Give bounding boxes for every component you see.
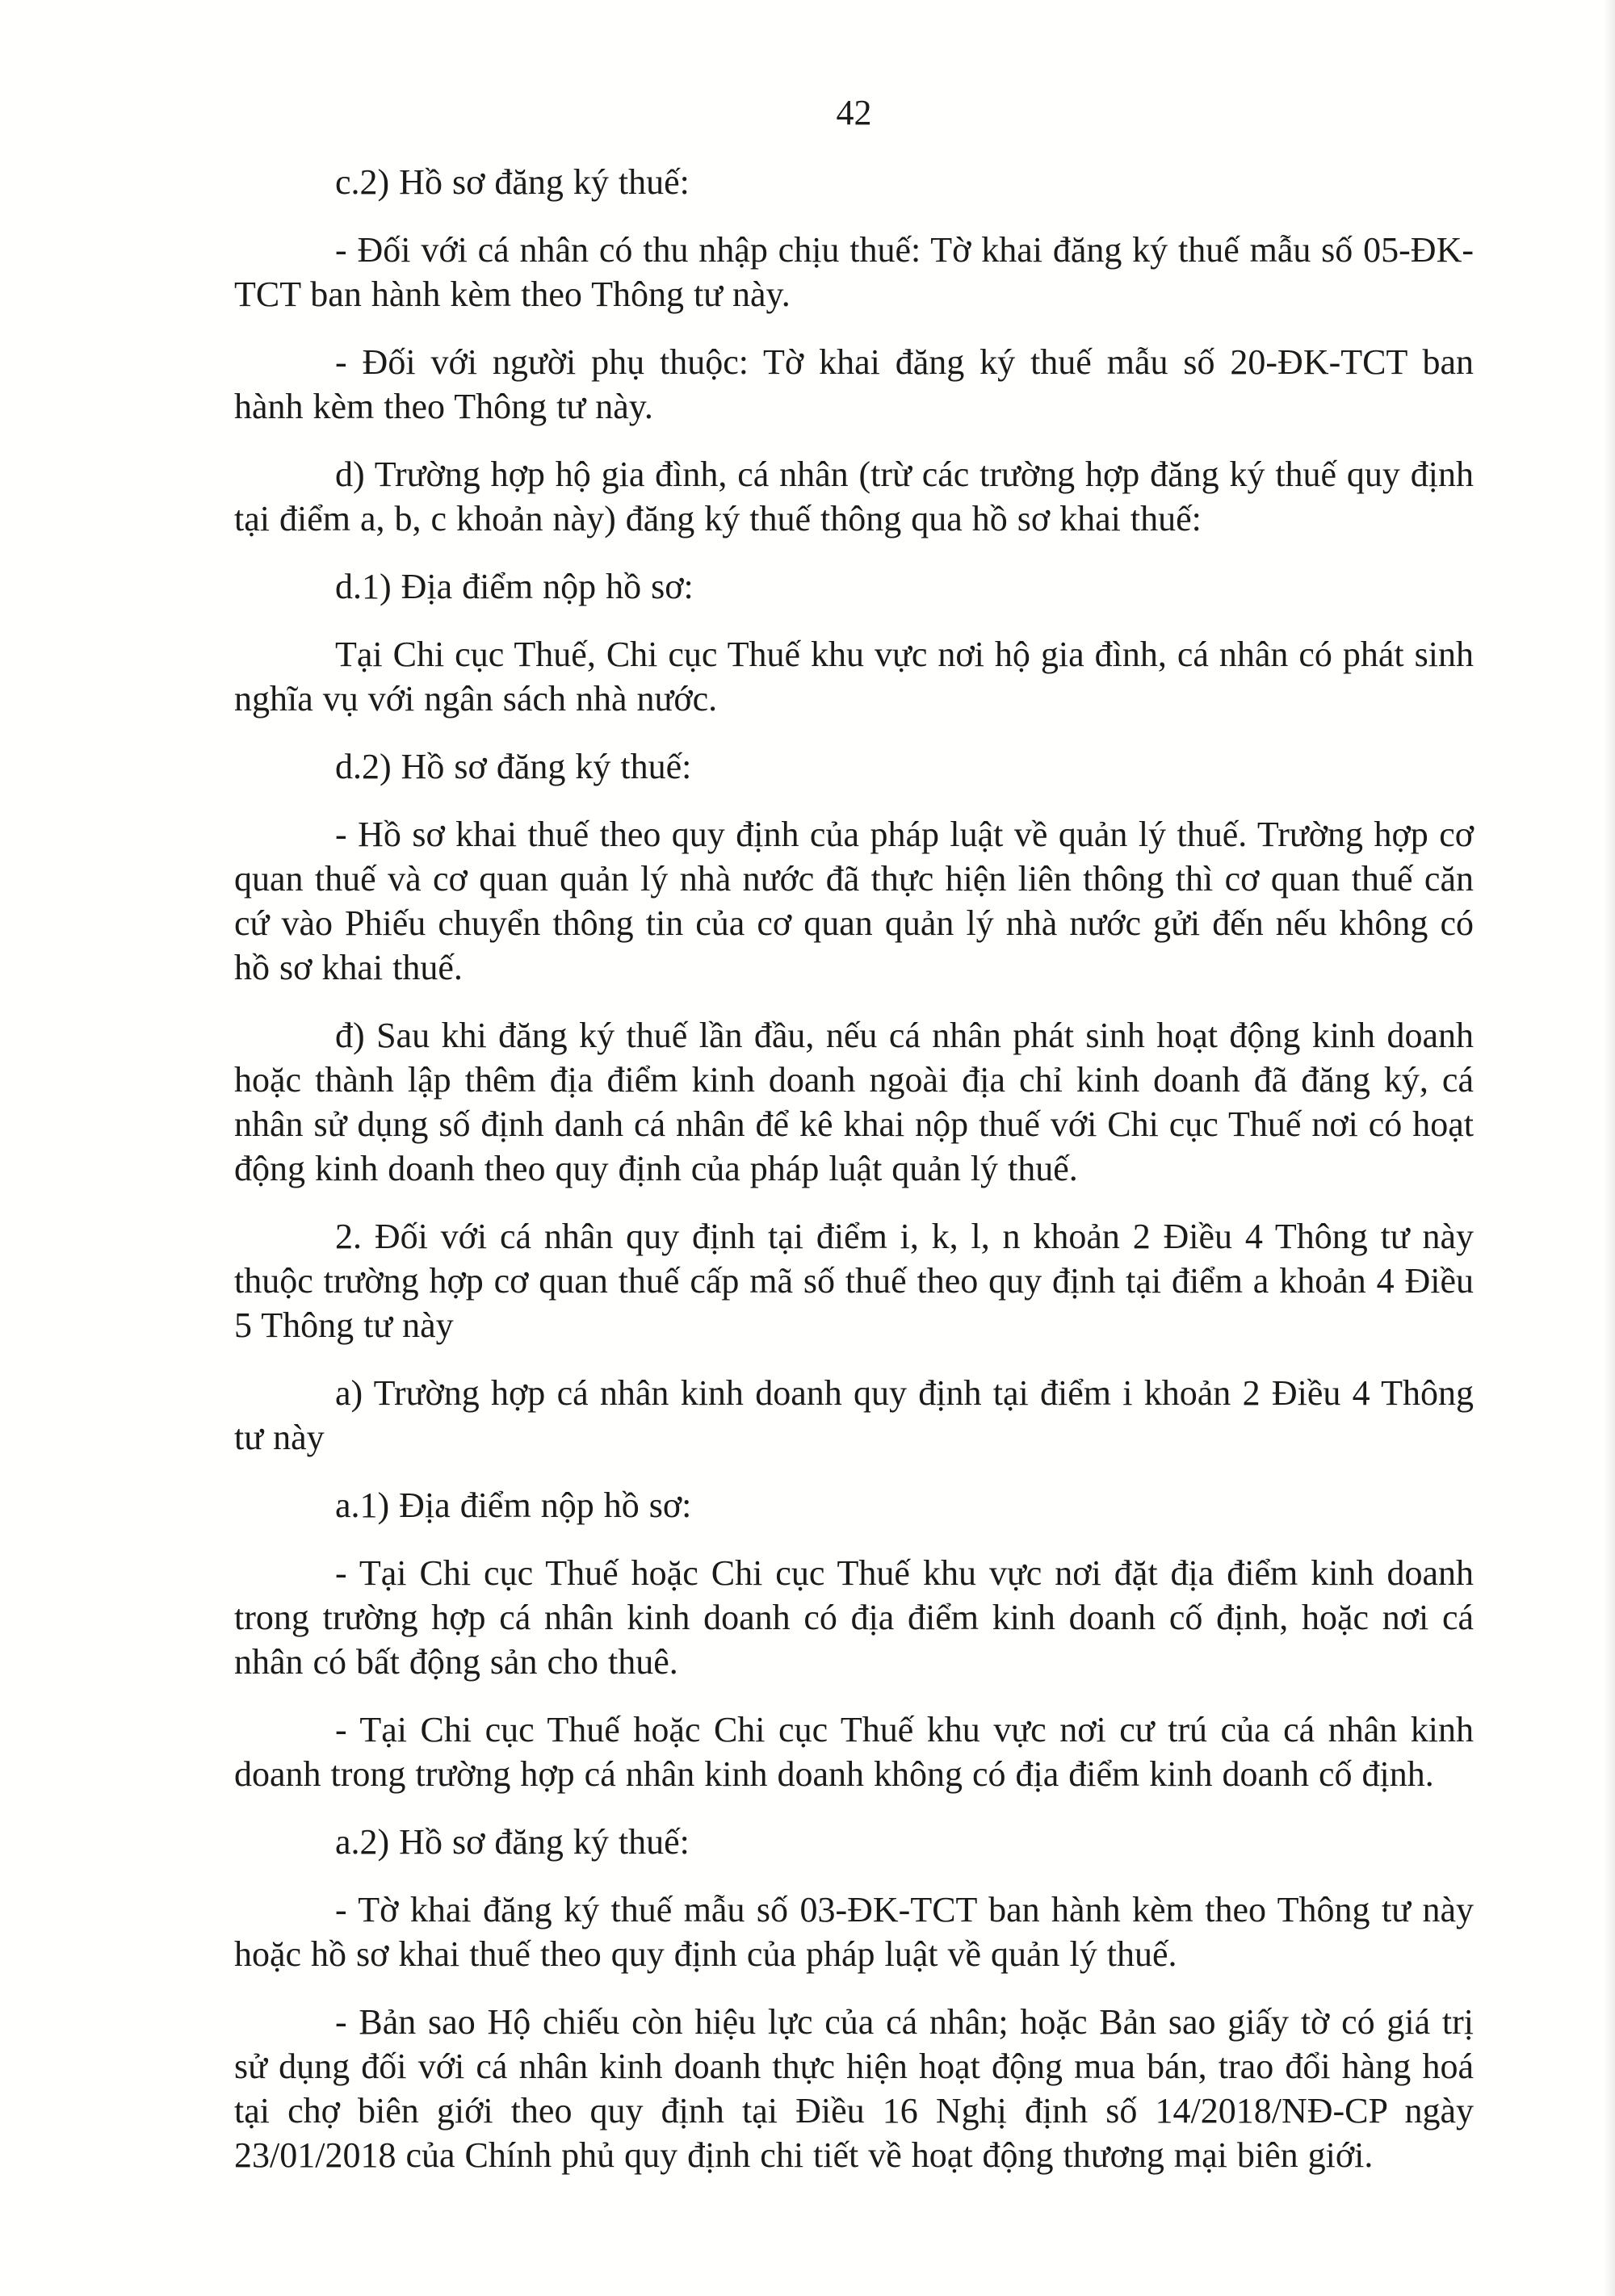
paragraph-a-heading: a) Trường hợp cá nhân kinh doanh quy định tại điểm i khoản 2 Điều 4 Thông tư này: [234, 1373, 1474, 1457]
paragraph-a2-form-03-dk-tct: - Tờ khai đăng ký thuế mẫu số 03-ĐK-TCT ban hành kèm theo Thông tư này hoặc hồ sơ khai thuế theo quy định của pháp luật về quản lý thuế.: [234, 1890, 1474, 1974]
paragraph-d2-heading: d.2) Hồ sơ đăng ký thuế:: [335, 747, 692, 786]
paragraph-form-05-dk-tct: - Đối với cá nhân có thu nhập chịu thuế: Tờ khai đăng ký thuế mẫu số 05-ĐK-TCT ban hành kèm theo Thông tư này.: [234, 230, 1474, 314]
paragraph-form-20-dk-tct: - Đối với người phụ thuộc: Tờ khai đăng ký thuế mẫu số 20-ĐK-TCT ban hành kèm theo Thông tư này.: [234, 342, 1474, 426]
paragraph-a2-passport-copy: - Bản sao Hộ chiếu còn hiệu lực của cá nhân; hoặc Bản sao giấy tờ có giá trị sử dụng đối với cá nhân kinh doanh thực hiện hoạt động mua bán, trao đổi hàng hoá tại chợ biên giới theo quy định tại Điều 16 Nghị định số 14/2018/NĐ-CP ngày 23/01/2018 của Chính phủ quy định chi tiết về hoạt động thương mại biên giới.: [234, 2002, 1474, 2175]
paragraph-a2-heading: a.2) Hồ sơ đăng ký thuế:: [335, 1822, 690, 1862]
paragraph-c2-heading: c.2) Hồ sơ đăng ký thuế:: [335, 162, 690, 202]
paragraph-d2-body: - Hồ sơ khai thuế theo quy định của pháp luật về quản lý thuế. Trường hợp cơ quan thuế và cơ quan quản lý nhà nước đã thực hiện liên thông thì cơ quan thuế căn cứ vào Phiếu chuyển thông tin của cơ quan quản lý nhà nước gửi đến nếu không có hồ sơ khai thuế.: [234, 815, 1474, 987]
paragraph-d1-heading: d.1) Địa điểm nộp hồ sơ:: [335, 567, 694, 606]
page-number: 42: [836, 93, 872, 132]
paragraph-dd-body: đ) Sau khi đăng ký thuế lần đầu, nếu cá nhân phát sinh hoạt động kinh doanh hoặc thành lập thêm địa điểm kinh doanh ngoài địa chỉ kinh doanh đã đăng ký, cá nhân sử dụng số định danh cá nhân để kê khai nộp thuế với Chi cục Thuế nơi có hoạt động kinh doanh theo quy định của pháp luật quản lý thuế.: [234, 1016, 1474, 1188]
paragraph-a1-location-1: - Tại Chi cục Thuế hoặc Chi cục Thuế khu vực nơi đặt địa điểm kinh doanh trong trường hợp cá nhân kinh doanh có địa điểm kinh doanh cố định, hoặc nơi cá nhân có bất động sản cho thuê.: [234, 1553, 1474, 1682]
paragraph-d-heading: d) Trường hợp hộ gia đình, cá nhân (trừ các trường hợp đăng ký thuế quy định tại điểm a, b, c khoản này) đăng ký thuế thông qua hồ sơ khai thuế:: [234, 455, 1474, 538]
paragraph-a1-heading: a.1) Địa điểm nộp hồ sơ:: [335, 1485, 692, 1525]
paragraph-item-2: 2. Đối với cá nhân quy định tại điểm i, k, l, n khoản 2 Điều 4 Thông tư này thuộc trường hợp cơ quan thuế cấp mã số thuế theo quy định tại điểm a khoản 4 Điều 5 Thông tư này: [234, 1217, 1474, 1345]
paragraph-d1-body: Tại Chi cục Thuế, Chi cục Thuế khu vực nơi hộ gia đình, cá nhân có phát sinh nghĩa vụ với ngân sách nhà nước.: [234, 635, 1474, 719]
paragraph-a1-location-2: - Tại Chi cục Thuế hoặc Chi cục Thuế khu vực nơi cư trú của cá nhân kinh doanh trong trường hợp cá nhân kinh doanh không có địa điểm kinh doanh cố định.: [234, 1710, 1474, 1794]
